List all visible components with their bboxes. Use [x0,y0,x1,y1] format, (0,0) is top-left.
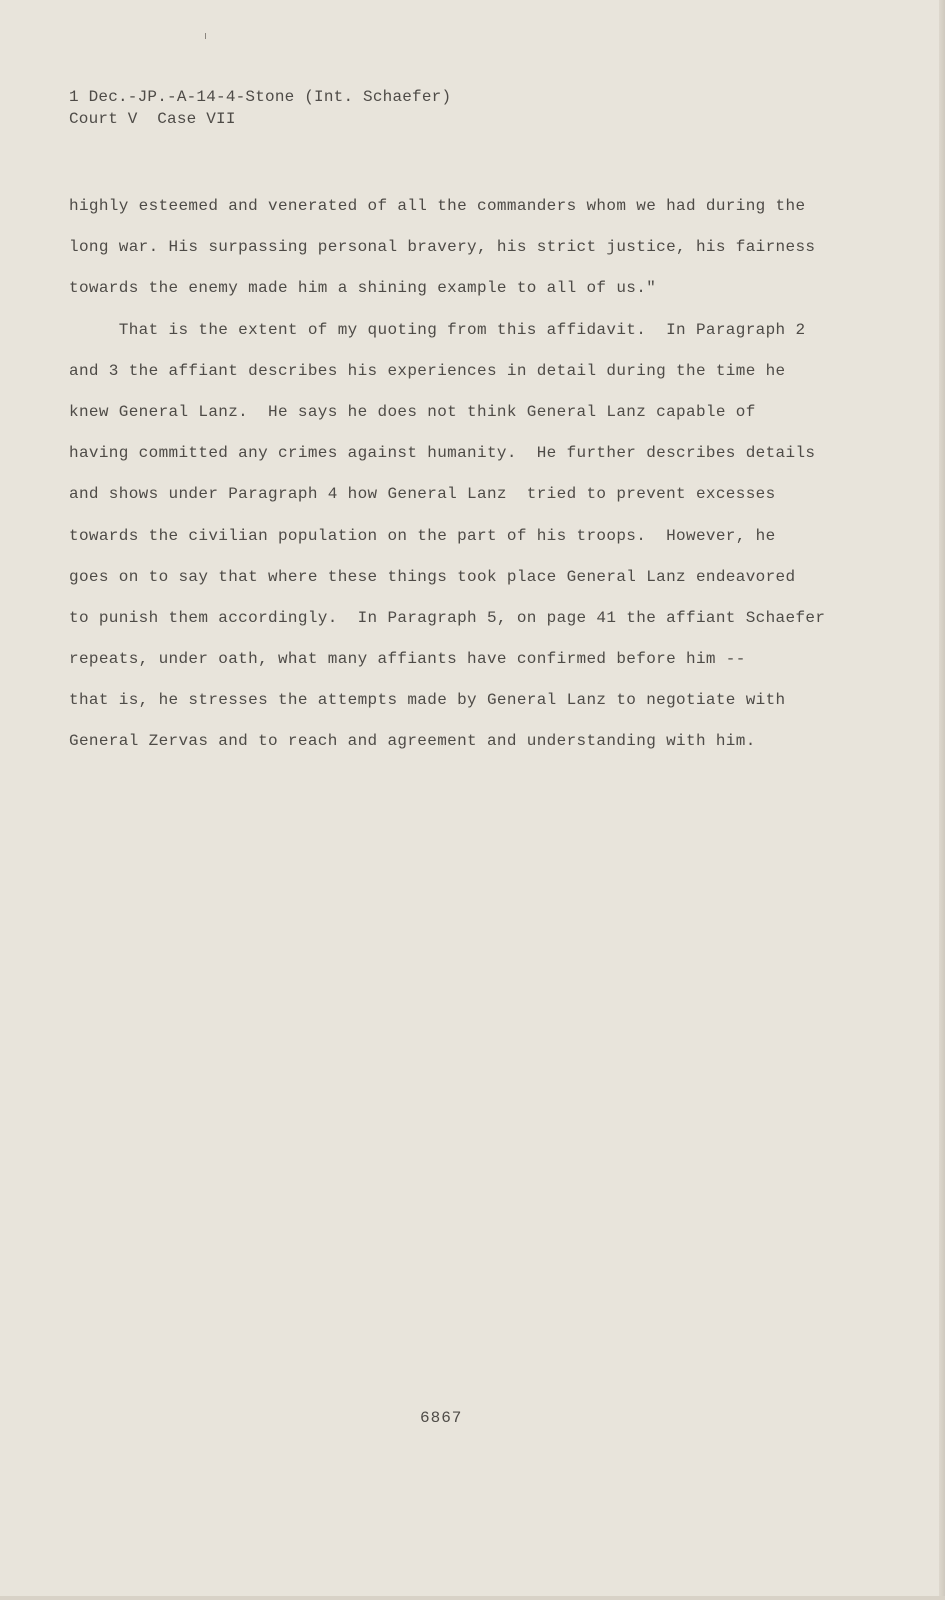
transcript-line: That is the extent of my quoting from this affidavit. In Paragraph 2 [69,320,806,339]
header-court-case: Court V Case VII [69,110,236,128]
transcript-line: to punish them accordingly. In Paragraph 5, on page 41 the affiant Schaefer [69,608,826,627]
header-reference: 1 Dec.-JP.-A-14-4-Stone (Int. Schaefer) [69,88,452,106]
transcript-line: knew General Lanz. He says he does not think General Lanz capable of [69,402,756,421]
transcript-line: towards the civilian population on the part of his troops. However, he [69,526,776,545]
paper-right-edge [939,0,945,1600]
transcript-line: towards the enemy made him a shining example to all of us." [69,279,657,298]
paper-bottom-edge [0,1596,945,1600]
transcript-line: and shows under Paragraph 4 how General Lanz tried to prevent excesses [69,485,776,504]
transcript-line: having committed any crimes against humanity. He further describes details [69,444,816,463]
transcript-line: long war. His surpassing personal bravery, his strict justice, his fairness [69,238,816,257]
transcript-line: goes on to say that where these things took place General Lanz endeavored [69,567,796,586]
paper-mark [205,33,206,39]
transcript-line: General Zervas and to reach and agreement and understanding with him. [69,732,756,751]
transcript-line: repeats, under oath, what many affiants have confirmed before him -- [69,650,746,669]
transcript-line: that is, he stresses the attempts made by General Lanz to negotiate with [69,691,786,710]
transcript-body [69,186,869,763]
document-header [69,86,451,130]
page-number: 6867 [420,1409,463,1427]
transcript-line: and 3 the affiant describes his experiences in detail during the time he [69,361,786,380]
transcript-line: highly esteemed and venerated of all the commanders whom we had during the [69,197,806,215]
